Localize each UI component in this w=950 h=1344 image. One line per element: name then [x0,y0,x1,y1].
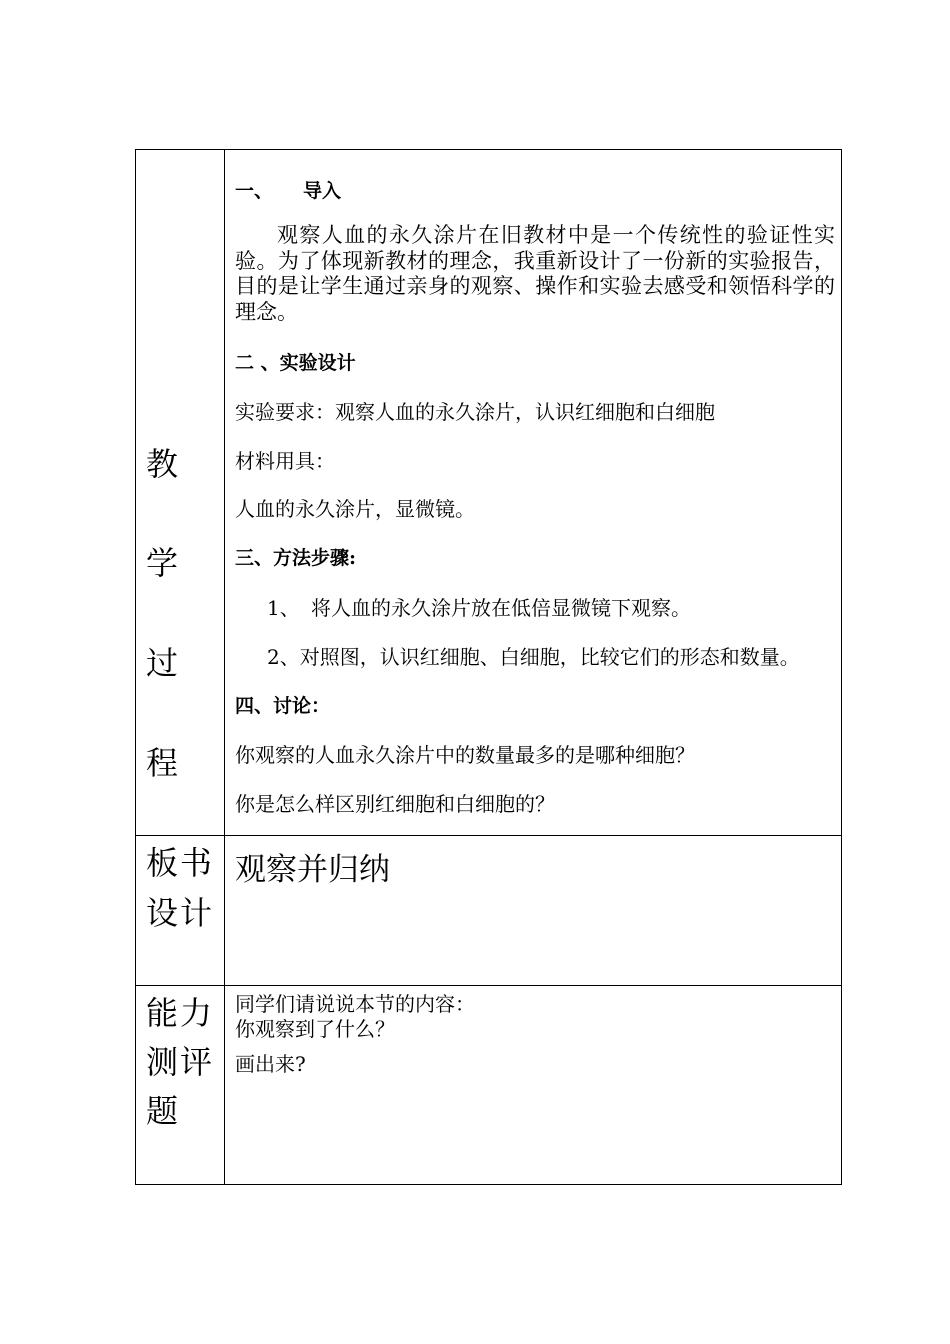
teaching-process-label-char: 教 [146,445,179,483]
intro-paragraph: 观察人血的永久涂片在旧教材中是一个传统性的验证性实验。为了体现新教材的理念，我重新设计了一份新的实验报告，目的是让学生通过亲身的观察、操作和实验去感受和领悟科学的理念。 [235,223,835,324]
assessment-line-3: 画出来? [235,1052,306,1076]
board-design-row [136,836,841,986]
materials-text: 人血的永久涂片，显微镜。 [235,497,475,521]
intro-heading-number: 一、 [235,180,274,202]
teaching-process-label-cell [136,150,225,835]
board-design-label-cell [136,836,225,985]
board-design-label-line: 板书 [146,844,215,882]
teaching-process-label-char: 学 [146,544,179,582]
lesson-table [135,149,842,1185]
board-design-label-line: 设计 [146,894,215,932]
assessment-line-1: 同学们请说说本节的内容： [235,992,475,1016]
method-steps-heading: 三、方法步骤: [235,547,357,569]
discussion-heading: 四、讨论： [235,695,331,717]
experiment-requirement-text: 实验要求：观察人血的永久涂片，认识红细胞和白细胞 [235,400,715,424]
step-2-text: 2、对照图，认识红细胞、白细胞，比较它们的形态和数量。 [267,645,800,669]
assessment-label-line: 题 [146,1092,181,1130]
teaching-process-row [136,150,841,836]
step-1-text: 将人血的永久涂片放在低倍显微镜下观察。 [311,596,691,620]
board-design-content: 观察并归纳 [235,852,390,888]
teaching-process-label-char: 过 [146,644,179,682]
assessment-label-line: 测评 [146,1043,215,1081]
discussion-question-2: 你是怎么样区别红细胞和白细胞的？ [235,792,555,816]
intro-heading-title: 导入 [303,180,342,202]
assessment-row [136,986,841,1184]
materials-label: 材料用具： [235,449,335,473]
board-design-content-cell [225,836,841,985]
teaching-process-label-char: 程 [146,744,179,782]
assessment-content-cell [225,986,841,1184]
assessment-line-2: 你观察到了什么？ [235,1017,395,1041]
experiment-design-heading: 二 、实验设计 [235,352,356,374]
assessment-label-line: 能力 [146,994,215,1032]
teaching-process-content-cell [225,150,841,835]
discussion-question-1: 你观察的人血永久涂片中的数量最多的是哪种细胞？ [235,743,695,767]
assessment-label-cell [136,986,225,1184]
step-1-number: 1、 [267,596,300,620]
